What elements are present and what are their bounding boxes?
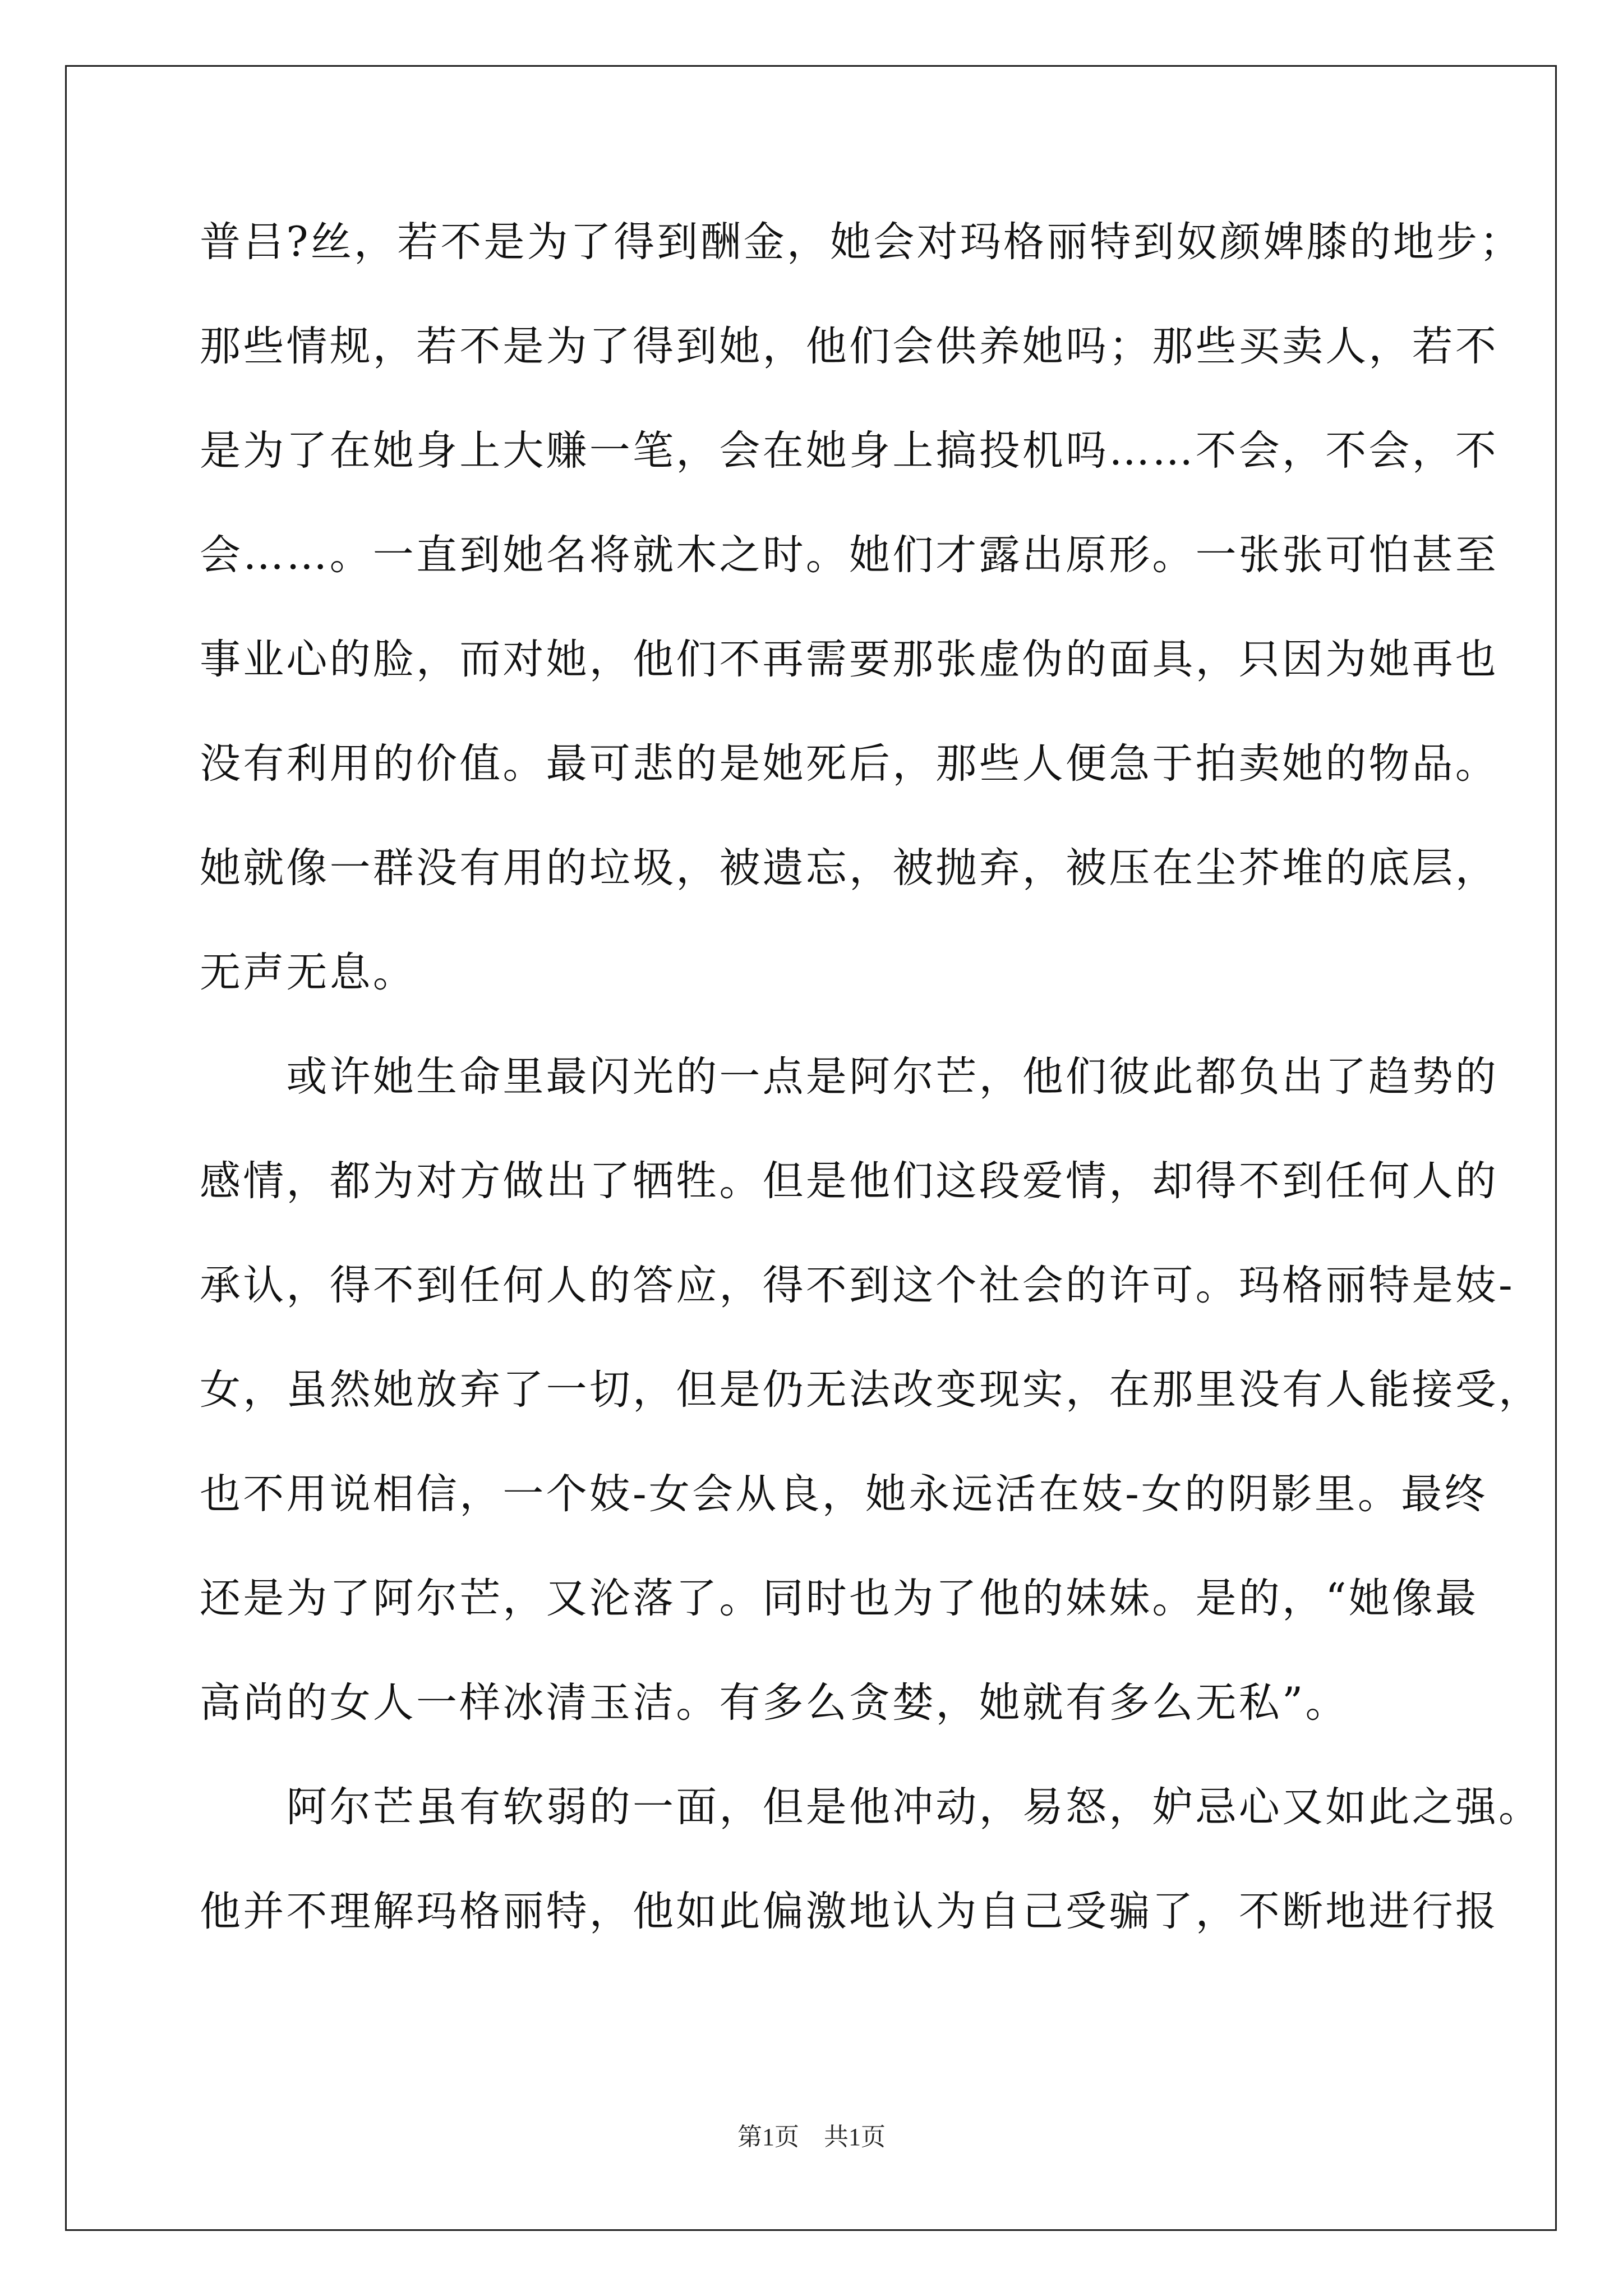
- text-line: 没有利用的价值。最可悲的是她死后，那些人便急于拍卖她的物品。: [200, 740, 1498, 788]
- text-line: 还是为了阿尔芒，又沦落了。同时也为了他的妹妹。是的，“她像最: [200, 1575, 1479, 1622]
- text-line: 无声无息。: [200, 949, 416, 996]
- page-number: 第1页 共1页: [737, 2123, 886, 2151]
- text-line: 承认，得不到任何人的答应，得不到这个社会的许可。玛格丽特是妓-: [200, 1262, 1515, 1309]
- text-line: 她就像一群没有用的垃圾，被遗忘，被抛弃，被压在尘芥堆的底层，: [200, 844, 1498, 892]
- text-line: 女，虽然她放弃了一切，但是仍无法改变现实，在那里没有人能接受，: [200, 1366, 1542, 1414]
- text-line: 会……。一直到她名将就木之时。她们才露出原形。一张张可怕甚至: [200, 531, 1498, 579]
- text-line: 高尚的女人一样冰清玉洁。有多么贪婪，她就有多么无私”。: [200, 1679, 1349, 1727]
- text-line: 他并不理解玛格丽特，他如此偏激地认为自己受骗了，不断地进行报: [200, 1888, 1498, 1935]
- text-line: 是为了在她身上大赚一笔，会在她身上搞投机吗……不会，不会，不: [200, 427, 1498, 475]
- text-line: 事业心的脸，而对她，他们不再需要那张虚伪的面具，只因为她再也: [200, 636, 1498, 683]
- text-line: 感情，都为对方做出了牺牲。但是他们这段爱情，却得不到任何人的: [200, 1157, 1498, 1205]
- text-line: 那些情规，若不是为了得到她，他们会供养她吗；那些买卖人，若不: [200, 323, 1498, 370]
- text-line: 也不用说相信，一个妓-女会从良，她永远活在妓-女的阴影里。最终: [200, 1470, 1488, 1518]
- text-line: 或许她生命里最闪光的一点是阿尔芒，他们彼此都负出了趋势的: [200, 1053, 1498, 1101]
- text-line: 阿尔芒虽有软弱的一面，但是他冲动，易怒，妒忌心又如此之强。: [200, 1783, 1542, 1831]
- text-line: 普吕?丝，若不是为了得到酬金，她会对玛格丽特到奴颜婢膝的地步；: [200, 218, 1523, 266]
